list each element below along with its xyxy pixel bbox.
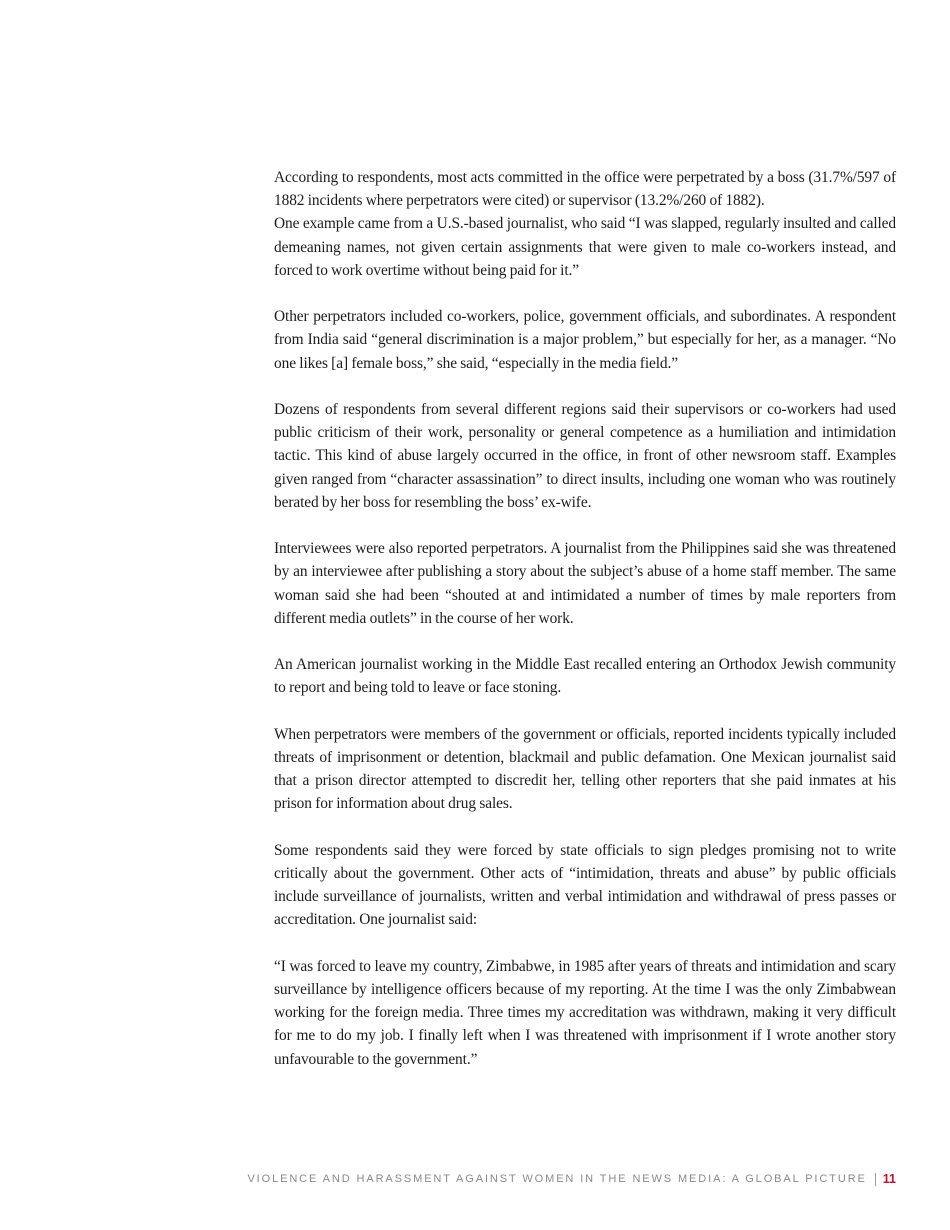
- paragraph-public-criticism: Dozens of respondents from several different regions said their supervisors or co-workers had used public criticism of their work, personality or general competence as a humiliation and intimidation tactic. This kind of abuse largely occurred in the office, in front of other newsroom staff. Examples given ranged from “character assassination” to direct insults, including one woman who was routinely berated by her boss for resembling the boss’ ex-wife.: [274, 401, 896, 511]
- body-text: [274, 166, 896, 1071]
- footer-divider: [875, 1173, 876, 1186]
- paragraph-government-officials: When perpetrators were members of the government or officials, reported incidents typically included threats of imprisonment or detention, blackmail and public defamation. One Mexican journalist said that a prison director attempted to discredit her, telling other reporters that she paid inmates at his prison for information about drug sales.: [274, 725, 896, 813]
- footer-title: VIOLENCE AND HARASSMENT AGAINST WOMEN IN THE NEWS MEDIA: A GLOBAL PICTURE: [247, 1173, 867, 1185]
- paragraph-us-journalist-example: One example came from a U.S.-based journalist, who said “I was slapped, regularly insulted and called demeaning names, not given certain assignments that were given to male co-workers instead, and forced to work overtime without being paid for it.”: [274, 215, 896, 279]
- paragraph-other-perpetrators: Other perpetrators included co-workers, police, government officials, and subordinates. A respondent from India said “general discrimination is a major problem,” but especially for her, as a manager. “No one likes [a] female boss,” she said, “especially in the media field.”: [274, 308, 896, 372]
- paragraph-interviewees: Interviewees were also reported perpetrators. A journalist from the Philippines said she was threatened by an interviewee after publishing a story about the subject’s abuse of a home staff member. The same woman said she had been “shouted at and intimidated a number of times by male reporters from different media outlets” in the course of her work.: [274, 540, 896, 627]
- page-footer: [247, 1172, 896, 1186]
- paragraph-state-pledges: Some respondents said they were forced by state officials to sign pledges promising not to write critically about the government. Other acts of “intimidation, threats and abuse” by public officials include surveillance of journalists, written and verbal intimidation and withdrawal of press passes or accreditation. One journalist said:: [274, 841, 896, 929]
- paragraph-middle-east: An American journalist working in the Middle East recalled entering an Orthodox Jewish community to report and being told to leave or face stoning.: [274, 656, 896, 697]
- paragraph-zimbabwe-quote: “I was forced to leave my country, Zimbabwe, in 1985 after years of threats and intimidation and scary surveillance by intelligence officers because of my reporting. At the time I was the only Zimbabwean working for the foreign media. Three times my accreditation was withdrawn, making it very difficult for me to do my job. I finally left when I was threatened with imprisonment if I wrote another story unfavourable to the government.”: [274, 957, 896, 1068]
- page-number: 11: [882, 1172, 896, 1186]
- paragraph-office-perpetrators: According to respondents, most acts committed in the office were perpetrated by a boss (31.7%/597 of 1882 incidents where perpetrators were cited) or supervisor (13.2%/260 of 1882).: [274, 169, 896, 210]
